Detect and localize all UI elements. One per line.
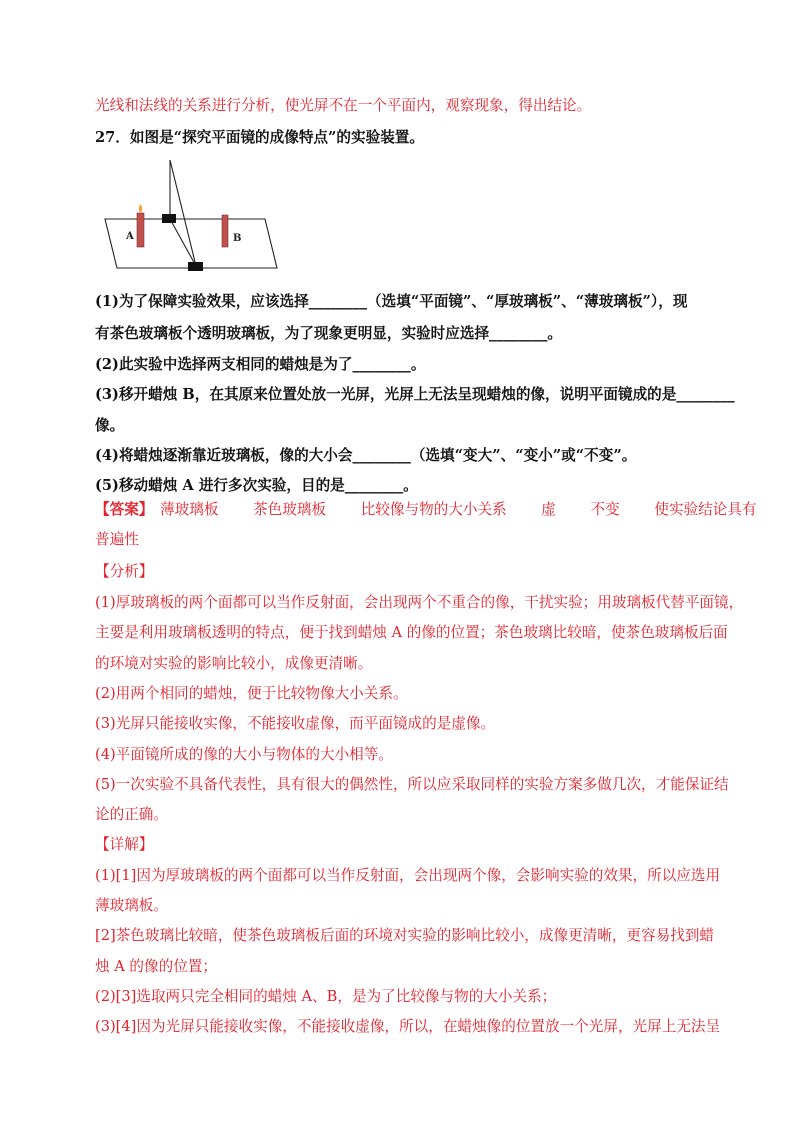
clamp-top — [162, 214, 176, 223]
analysis-2: (2)用两个相同的蜡烛，便于比较物像大小关系。 — [95, 685, 408, 702]
answer-item: 薄玻璃板 — [160, 501, 219, 518]
question-1-line-1: (1)为了保障实验效果，应该选择________（选填“平面镜”、“厚玻璃板”、“薄玻璃板”），现 — [95, 293, 688, 310]
text-line: 光线和法线的关系进行分析，使光屏不在一个平面内，观察现象，得出结论。 — [95, 97, 592, 114]
answer-continuation: 普遍性 — [95, 531, 139, 548]
detail-2-line-1: [2]茶色玻璃比较暗，使茶色玻璃板后面的环境对实验的影响比较小，成像更清晰，更容易找到蜡 — [95, 927, 715, 944]
analysis-tag: 【分析】 — [95, 563, 154, 580]
question-3-line-1: (3)移开蜡烛 B，在其原来位置处放一光屏，光屏上无法呈现蜡烛的像，说明平面镜成的是________ — [95, 386, 735, 403]
experiment-figure — [100, 158, 300, 278]
answer-item: 比较像与物的大小关系 — [360, 501, 507, 518]
answer-item: 茶色玻璃板 — [253, 501, 327, 518]
question-4: (4)将蜡烛逐渐靠近玻璃板，像的大小会________（选填“变大”、“变小”或“不变”。 — [95, 447, 637, 464]
detail-2-line-2: 烛 A 的像的位置； — [95, 958, 217, 975]
detail-4: (3)[4]因为光屏只能接收实像，不能接收虚像，所以，在蜡烛像的位置放一个光屏，光屏上无法呈 — [95, 1018, 721, 1035]
clamp-bottom — [188, 262, 203, 271]
analysis-4: (4)平面镜所成的像的大小与物体的大小相等。 — [95, 746, 393, 763]
detail-3: (2)[3]选取两只完全相同的蜡烛 A、B，是为了比较像与物的大小关系； — [95, 988, 557, 1005]
candle-flame — [139, 204, 143, 213]
detail-tag: 【详解】 — [95, 836, 154, 853]
answer-tag: 【答案】 — [95, 501, 154, 518]
glass-plate-edge — [170, 160, 196, 266]
answer-item: 虚 — [541, 501, 556, 518]
analysis-1-line-1: (1)厚玻璃板的两个面都可以当作反射面，会出现两个不重合的像，干扰实验；用玻璃板代替平面镜， — [95, 594, 744, 611]
detail-1-line-1: (1)[1]因为厚玻璃板的两个面都可以当作反射面，会出现两个像，会影响实验的效果，所以应选用 — [95, 867, 721, 884]
question-2: (2)此实验中选择两支相同的蜡烛是为了________。 — [95, 356, 426, 373]
label-b: B — [233, 233, 242, 244]
glass-plate-edge — [170, 219, 196, 266]
answer-item: 不变 — [590, 501, 620, 518]
analysis-1-line-2: 主要是利用玻璃板透明的特点，便于找到蜡烛 A 的像的位置；茶色玻璃比较暗，使茶色玻璃板后面 — [95, 624, 728, 641]
analysis-3: (3)光屏只能接收实像，不能接收虚像，而平面镜成的是虚像。 — [95, 715, 496, 732]
question-title: 27．如图是“探究平面镜的成像特点”的实验装置。 — [95, 129, 424, 146]
question-3-line-2: 像。 — [95, 417, 125, 434]
label-a: A — [126, 231, 134, 242]
question-5: (5)移动蜡烛 A 进行多次实验，目的是________。 — [95, 477, 418, 494]
analysis-5-line-1: (5)一次实验不具备代表性，具有很大的偶然性，所以应采取同样的实验方案多做几次，才能保证结 — [95, 776, 729, 793]
analysis-1-line-3: 的环境对实验的影响比较小，成像更清晰。 — [95, 655, 373, 672]
answer-line — [95, 500, 757, 520]
detail-1-line-2: 薄玻璃板。 — [95, 897, 168, 914]
candle-a — [137, 213, 144, 247]
answer-item: 使实验结论具有 — [654, 501, 757, 518]
question-1-line-2: 有茶色玻璃板个透明玻璃板，为了现象更明显，实验时应选择________。 — [95, 325, 563, 342]
candle-b — [222, 215, 228, 247]
analysis-5-line-2: 论的正确。 — [95, 806, 168, 823]
